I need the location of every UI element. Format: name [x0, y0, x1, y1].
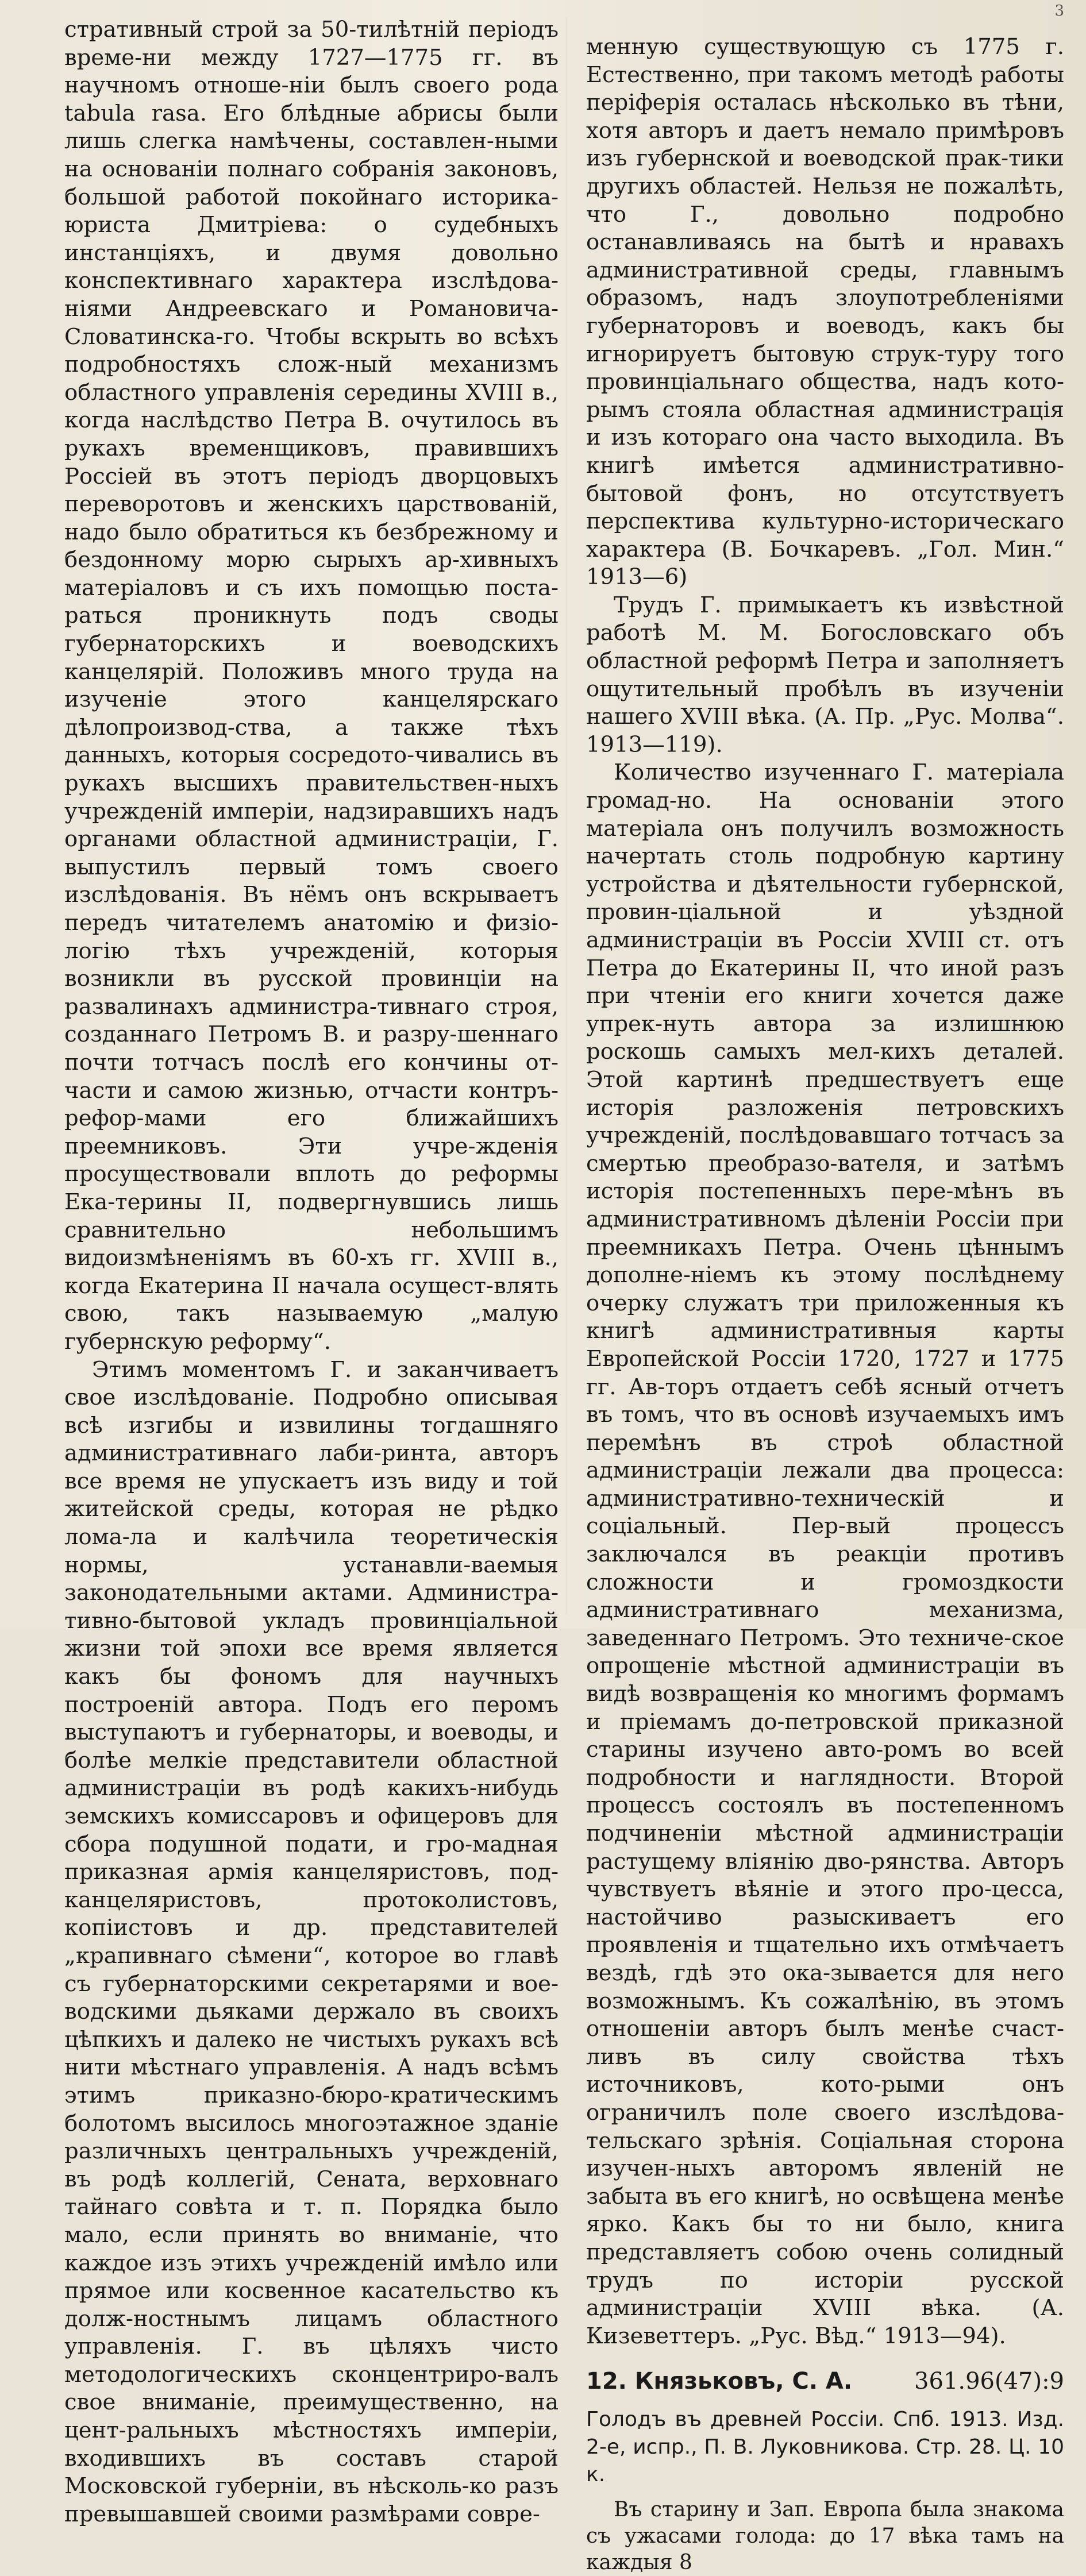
left-paragraph-1: стративный строй за 50-тилѣтній періодъ време-ни между 1727—1775 гг. въ научномъ отноше-ніи былъ своего рода tabula rasa. Его блѣдные абрисы были лишь слегка намѣчены, составлен-ными на основаніи полнаго собранія законовъ, большой работой покойнаго историка-юриста Дмитріева: о судебныхъ инстанціяхъ, и двумя довольно конспективнаго характера изслѣдова-ніями Андреевскаго и Романовича-Словатинска-го. Чтобы вскрыть во всѣхъ подробностяхъ слож-ный механизмъ областного управленія середины XVIII в., когда наслѣдство Петра В. очутилось въ рукахъ временщиковъ, правившихъ Россіей въ этотъ періодъ дворцовыхъ переворотовъ и женскихъ царствованій, надо было обратиться къ безбрежному и бездонному морю сырыхъ ар-хивныхъ матеріаловъ и съ ихъ помощью поста-раться проникнуть подъ своды губернаторскихъ и воеводскихъ канцелярій. Положивъ много труда на изученіе этого канцелярскаго дѣлопроизвод-ства, а также тѣхъ данныхъ, которыя сосредото-чивались въ рукахъ высшихъ правительствен-ныхъ учрежденій имперіи, надзиравшихъ надъ органами областной администраціи, Г. выпустилъ первый томъ своего изслѣдованія. Въ нёмъ онъ вскрываетъ передъ читателемъ анатомію и физіо-логію тѣхъ учрежденій, которыя возникли въ русской провинціи на развалинахъ администра-тивнаго строя, созданнаго Петромъ В. и разру-шеннаго почти тотчасъ послѣ его кончины от-части и самою жизнью, отчасти контръ-рефор-мами его ближайшихъ преемниковъ. Эти учре-жденія просуществовали вплоть до реформы Ека-терины II, подвергнувшись лишь сравнительно небольшимъ видоизмѣненіямъ въ 60-хъ гг. XVIII в., когда Екатерина II начала осущест-влять свою, такъ называемую „малую губернскую реформу“. [64, 17, 559, 1355]
right-paragraph-1: менную существующую съ 1775 г. Естественно, при такомъ методѣ работы періферія осталась нѣсколько въ тѣни, хотя авторъ и даетъ немало примѣровъ изъ губернской и воеводской прак-тики другихъ областей. Нельзя не пожалѣть, что Г., довольно подробно останавливаясь на бытѣ и нравахъ административной среды, главнымъ образомъ, надъ злоупотребленіями губернаторовъ и воеводъ, какъ бы игнорируетъ бытовую струк-туру того провинціальнаго общества, надъ кото-рымъ стояла областная администрація и изъ котораго она часто выходила. Въ книгѣ имѣется административно-бытовой фонъ, но отсутствуетъ перспектива культурно-историческаго характера (В. Бочкаревъ. „Гол. Мин.“ 1913—6) [586, 34, 1064, 591]
entry-description: Голодъ въ древней Россіи. Спб. 1913. Изд. 2-е, испр., П. В. Луковникова. Стр. 28. Ц. 10 к. [586, 2407, 1064, 2486]
entry-body: Въ старину и Зап. Европа была знакома съ ужасами голода: до 17 вѣка тамъ на каждыя 8 [586, 2497, 1064, 2574]
column-divider [566, 17, 567, 1614]
left-paragraph-2: Этимъ моментомъ Г. и заканчиваетъ свое изслѣдованіе. Подробно описывая всѣ изгибы и извилины тогдашняго административнаго лаби-ринта, авторъ все время не упускаетъ изъ виду и той житейской среды, которая не рѣдко лома-ла и калѣчила теоретическія нормы, устанавли-ваемыя законодательными актами. Администра-тивно-бытовой укладъ провинціальной жизни той эпохи все время является какъ бы фономъ для научныхъ построеній автора. Подъ его перомъ выступаютъ и губернаторы, и воеводы, и болѣе мелкіе представители областной администраціи въ родѣ какихъ-нибудь земскихъ комиссаровъ и офицеровъ для сбора подушной подати, и гро-мадная приказная армія канцеляристовъ, под-канцеляристовъ, протоколистовъ, копіистовъ и др. представителей „крапивнаго сѣмени“, которое во главѣ съ губернаторскими секретарями и вое-водскими дьяками держало въ своихъ цѣпкихъ и далеко не чистыхъ рукахъ всѣ нити мѣстнаго управленія. А надъ всѣмъ этимъ приказно-бюро-кратическимъ болотомъ высилось многоэтажное зданіе различныхъ центральныхъ учрежденій, въ родѣ коллегій, Сената, верховнаго тайнаго совѣта и т. п. Порядка было мало, если принять во вниманіе, что каждое изъ этихъ учрежденій имѣло или прямое или косвенное касательство къ долж-ностнымъ лицамъ областного управленія. Г. въ цѣляхъ чисто методологическихъ сконцентриро-валъ свое вниманіе, преимущественно, на цент-ральныхъ мѣстностяхъ имперіи, входившихъ въ составъ старой Московской губерніи, въ нѣсколь-ко разъ превышавшей своими размѣрами совре- [64, 1356, 559, 2527]
right-column [586, 33, 1064, 2576]
entry-author: 12. Князьковъ, С. А. [586, 2368, 853, 2395]
page-number: 3 [1054, 2, 1065, 20]
entry-class-code: 361.96(47):9 [914, 2368, 1064, 2395]
left-column [64, 16, 559, 2528]
bibliography-entry-heading [586, 2367, 1064, 2396]
right-paragraph-2: Трудъ Г. примыкаетъ къ извѣстной работѣ М. М. Богословскаго объ областной реформѣ Петра и заполняетъ ощутительный пробѣлъ въ изученіи нашего XVIII вѣка. (А. Пр. „Рус. Молва“. 1913—119). [586, 592, 1064, 758]
right-paragraph-3: Количество изученнаго Г. матеріала громад-но. На основаніи этого матеріала онъ получилъ возможность начертать столь подробную картину устройства и дѣятельности губернской, провин-ціальной и уѣздной администраціи въ Россіи XVIII ст. отъ Петра до Екатерины II, что иной разъ при чтеніи его книги хочется даже упрек-нуть автора за излишнюю роскошь самыхъ мел-кихъ деталей. Этой картинѣ предшествуетъ еще исторія разложенія петровскихъ учрежденій, послѣдовавшаго тотчасъ за смертью преобразо-вателя, и затѣмъ исторія постепенныхъ пере-мѣнъ въ административномъ дѣленіи Россіи при преемникахъ Петра. Очень цѣннымъ дополне-ніемъ къ этому послѣднему очерку служатъ три приложенныя къ книгѣ административныя карты Европейской Россіи 1720, 1727 и 1775 гг. Ав-торъ отдаетъ себѣ ясный отчетъ въ томъ, что въ основѣ изучаемыхъ имъ перемѣнъ въ строѣ областной администраціи лежали два процесса: административно-техническій и соціальный. Пер-вый процессъ заключался въ реакціи противъ сложности и громоздкости административнаго механизма, заведеннаго Петромъ. Это техниче-ское опрощеніе мѣстной администраціи въ видѣ возвращенія ко многимъ формамъ и пріемамъ до-петровской приказной старины изучено авто-ромъ во всей подробности и наглядности. Второй процессъ состоялъ въ постепенномъ подчиненіи мѣстной администраціи растущему вліянію дво-рянства. Авторъ чувствуетъ вѣяніе и этого про-цесса, настойчиво разыскиваетъ его проявленія и тщательно ихъ отмѣчаетъ вездѣ, гдѣ это ока-зывается для него возможнымъ. Къ сожалѣнію, въ этомъ отношеніи авторъ былъ менѣе счаст-ливъ въ силу свойства тѣхъ источниковъ, кото-рыми онъ ограничилъ поле своего изслѣдова-тельскаго зрѣнія. Соціальная сторона изучен-ныхъ авторомъ явленій не забыта въ его книгѣ, но освѣщена менѣе ярко. Какъ бы то ни было, книга представляетъ собою очень солидный трудъ по исторіи русской администраціи XVIII вѣка. (А. Кизеветтеръ. „Рус. Вѣд.“ 1913—94). [586, 759, 1064, 2349]
